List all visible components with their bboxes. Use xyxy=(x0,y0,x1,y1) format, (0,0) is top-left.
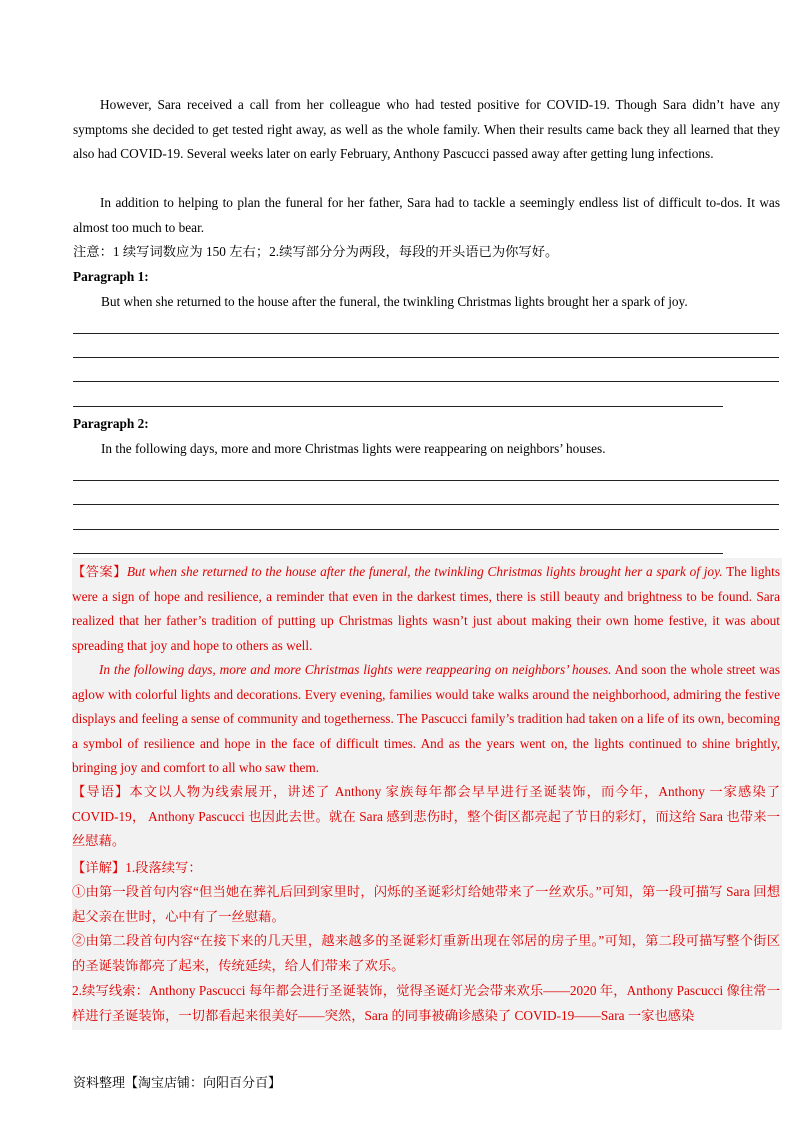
writing-line xyxy=(73,480,779,481)
paragraph-1-opening: But when she returned to the house after the funeral, the twinkling Christmas lights brought her a spark of joy. xyxy=(101,294,688,309)
paragraph-2-heading: Paragraph 2: xyxy=(73,416,149,431)
story-paragraph-1: However, Sara received a call from her colleague who had tested positive for COVID-19. Though Sara didn’t have any symptoms she decided to get tested right away, as well as the whole family. When their results came back they all learned that they also had COVID-19. Several weeks later on early February, Anthony Pascucci passed away after getting lung infections. xyxy=(73,97,780,161)
writing-line xyxy=(73,381,779,382)
answer-p2-opening: In the following days, more and more Christmas lights were reappearing on neighbors’ houses. xyxy=(99,662,612,677)
detail-point-3: 2.续写线索：Anthony Pascucci 每年都会进行圣诞装饰，觉得圣诞灯光会带来欢乐——2020 年，Anthony Pascucci 像往常一样进行圣诞装饰，一切都看起来很美好——突然，Sara 的同事被确诊感染了 COVID-19——Sara 一家也感染 xyxy=(72,983,780,1023)
answer-p1-body: The lights were a sign of hope and resilience, a reminder that even in the darkest times, there is still beauty and brightness to be found. Sara realized that her father’s tradition of putting up Christmas lights wasn’t just about making their own home festive, it was about spreading that joy and hope to others as well. xyxy=(72,564,781,653)
paragraph-1-heading: Paragraph 1: xyxy=(73,269,149,284)
detail-point-2: ②由第二段首句内容“在接下来的几天里，越来越多的圣诞彩灯重新出现在邻居的房子里。”可知，第二段可描写整个街区的圣诞装饰都亮了起来，传统延续，给人们带来了欢乐。 xyxy=(72,933,780,973)
guide-section xyxy=(72,780,780,854)
writing-line xyxy=(73,529,779,530)
answer-p1-opening: But when she returned to the house after the funeral, the twinkling Christmas lights brought her a spark of joy. xyxy=(126,564,723,579)
footer-source: 资料整理【淘宝店铺：向阳百分百】 xyxy=(73,1075,282,1090)
detail-title: 1.段落续写： xyxy=(125,860,202,875)
answer-paragraph-2 xyxy=(72,658,780,781)
writing-line xyxy=(73,333,779,334)
story-paragraph-2: In addition to helping to plan the funeral for her father, Sara had to tackle a seemingly endless list of difficult to-dos. It was almost too much to bear. xyxy=(73,195,780,235)
guide-tag: 【导语】 xyxy=(72,784,130,799)
detail-point-1: ①由第一段首句内容“但当她在葬礼后回到家里时，闪烁的圣诞彩灯给她带来了一丝欢乐。”可知，第一段可描写 Sara 回想起父亲在世时，心中有了一丝慰藉。 xyxy=(72,884,780,924)
guide-text: 本文以人物为线索展开，讲述了 Anthony 家族每年都会早早进行圣诞装饰，而今年，Anthony 一家感染了 COVID-19， Anthony Pascucci 也因此去世。就在 Sara 感到悲伤时，整个街区都亮起了节日的彩灯，而这给 Sara 也带来一丝慰藉。 xyxy=(72,784,780,848)
answer-paragraph-1 xyxy=(72,560,780,658)
detail-heading xyxy=(72,856,780,881)
paragraph-2-opening: In the following days, more and more Christmas lights were reappearing on neighbors’ houses. xyxy=(101,441,606,456)
answer-p2-body: And soon the whole street was aglow with colorful lights and decorations. Every evening, families would take walks around the neighborhood, admiring the festive displays and feeling a sense of community and togetherness. The Pascucci family’s tradition had taken on a life of its own, becoming a symbol of resilience and hope in the face of difficult times. And as the years went on, the lights continued to shine brightly, bringing joy and comfort to all who saw them. xyxy=(72,662,780,775)
writing-line xyxy=(73,357,779,358)
detail-tag: 【详解】 xyxy=(72,860,126,875)
answer-tag: 【答案】 xyxy=(72,564,127,579)
writing-line xyxy=(73,406,723,407)
writing-line xyxy=(73,553,723,554)
writing-line xyxy=(73,504,779,505)
instruction-note: 注意：1 续写词数应为 150 左右；2.续写部分分为两段，每段的开头语已为你写好。 xyxy=(73,244,559,259)
